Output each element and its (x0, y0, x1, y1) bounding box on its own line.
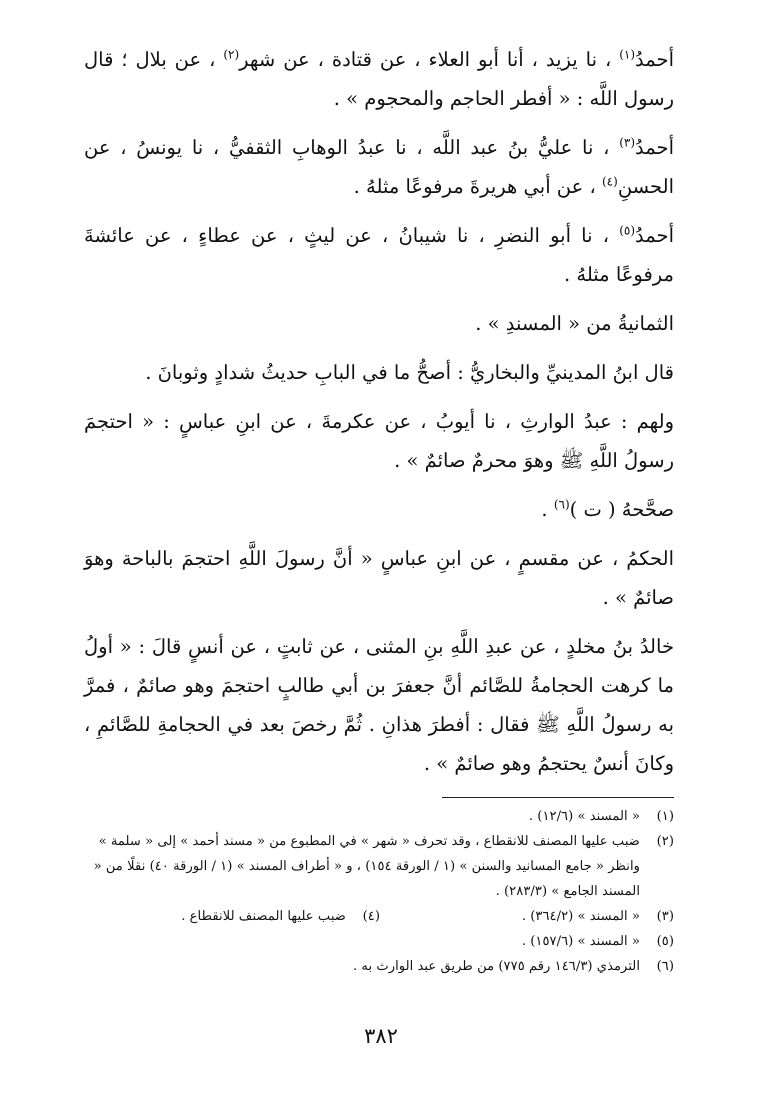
footnote-text: « المسند » (١٢/٦) . (528, 809, 640, 824)
paragraph (84, 216, 674, 294)
footnote-number: (٤) (362, 909, 380, 924)
footnote-text: الترمذي (١٤٦/٣ رقم ٧٧٥) من طريق عبد الوارث به . (353, 959, 640, 974)
paragraph-text: الحكمُ ، عن مقسمٍ ، عن ابنِ عباسٍ « أنَّ رسولَ اللَّهِ احتجمَ بالباحة وهوَ صائمٌ » . (84, 547, 674, 609)
footnote-3-4 (84, 904, 674, 929)
page-body (84, 40, 674, 979)
paragraph (84, 304, 674, 343)
page-number: ٣٨٢ (364, 1024, 398, 1048)
footnotes (84, 804, 674, 979)
footnote-text: « المسند » (٣٦٤/٢) . (521, 909, 640, 924)
footnote-text: ضبب عليها المصنف للانقطاع ، وقد تحرف « شهر » في المطبوع من « مسند أحمد » إلى « سلمة » وانظر « جامع المسانيد والسنن » (١ / الورقة ١٥٤) ، و « أطراف المسند » (١ / الورقة ٤٠) نقلًا من « المسند الجامع » (٢٨٣/٣) . (93, 834, 640, 899)
footnote-number: (٢) (656, 834, 674, 849)
footnote-marker: (١) (619, 47, 636, 62)
footnote-2 (84, 829, 674, 904)
footnote-number: (١) (656, 809, 674, 824)
footnote-marker: (٤) (601, 174, 618, 189)
paragraph-text: ، نا أبو النضرِ ، نا شيبانُ ، عن ليثٍ ، عن عطاءٍ ، عن عائشةَ مرفوعًا مثلهُ . (84, 224, 674, 286)
paragraph (84, 627, 674, 783)
paragraph (84, 539, 674, 617)
footnote-number: (٦) (656, 959, 674, 974)
paragraph-text: خالدُ بنُ مخلدٍ ، عن عبدِ اللَّهِ بنِ المثنى ، عن ثابتٍ ، عن أنسٍ قالَ : « أولُ ما كرهت الحجامةُ للصَّائم أنَّ جعفرَ بن أبي طالبٍ احتجمَ وهو صائمٌ ، فمرَّ به رسولُ اللَّهِ ﷺ فقال : أفطرَ هذانِ . ثُمَّ رخصَ بعد في الحجامةِ للصَّائمِ ، وكانَ أنسٌ يحتجمُ وهو صائمٌ » . (84, 635, 674, 775)
footnote-marker: (٢) (223, 47, 240, 62)
footnote-marker: (٥) (619, 223, 636, 238)
paragraph-text: ولهم : عبدُ الوارثِ ، نا أيوبُ ، عن عكرمةَ ، عن ابنِ عباسٍ : « احتجمَ رسولُ اللَّهِ ﷺ وهوَ محرمٌ صائمٌ » . (84, 410, 674, 472)
footnote-6 (84, 954, 674, 979)
footnote-marker: (٦) (553, 497, 570, 512)
footnote-marker: (٣) (619, 135, 636, 150)
paragraph-text: . (541, 498, 554, 521)
paragraph (84, 490, 674, 529)
paragraph (84, 128, 674, 206)
main-text (84, 40, 674, 783)
paragraph-text: ، عن بلال ؛ قال رسول اللَّه : « أفطر الحاجم والمحجوم » . (84, 48, 674, 110)
paragraph (84, 353, 674, 392)
paragraph-text: أحمدُ (635, 48, 674, 71)
paragraph (84, 402, 674, 480)
footnote-number: (٥) (656, 934, 674, 949)
paragraph-text: أحمدُ (635, 136, 674, 159)
paragraph-text: ، نا يزيد ، أنا أبو العلاء ، عن قتادة ، عن شهر (239, 48, 620, 71)
footnote-text: « المسند » (١٥٧/٦) . (521, 934, 640, 949)
paragraph-text: ، نا عليُّ بنُ عبد اللَّه ، نا عبدُ الوهابِ الثقفيُّ ، نا يونسُ ، عن الحسنِ (84, 136, 674, 198)
paragraph (84, 40, 674, 118)
footnote-text: ضبب عليها المصنف للانقطاع . (181, 909, 346, 924)
footnote-5 (84, 929, 674, 954)
paragraph-text: ، عن أبي هريرةَ مرفوعًا مثلهُ . (353, 175, 602, 198)
paragraph-text: الثمانيةُ من « المسندِ » . (475, 312, 674, 335)
footnote-1 (84, 804, 674, 829)
paragraph-text: قال ابنُ المدينيِّ والبخاريُّ : أصحُّ ما في البابِ حديثُ شدادٍ وثوبانَ . (145, 361, 674, 384)
paragraph-text: أحمدُ (635, 224, 674, 247)
footnote-separator (442, 797, 674, 798)
footnote-number: (٣) (656, 909, 674, 924)
paragraph-text: صحَّحهُ ( ت ) (569, 498, 674, 521)
